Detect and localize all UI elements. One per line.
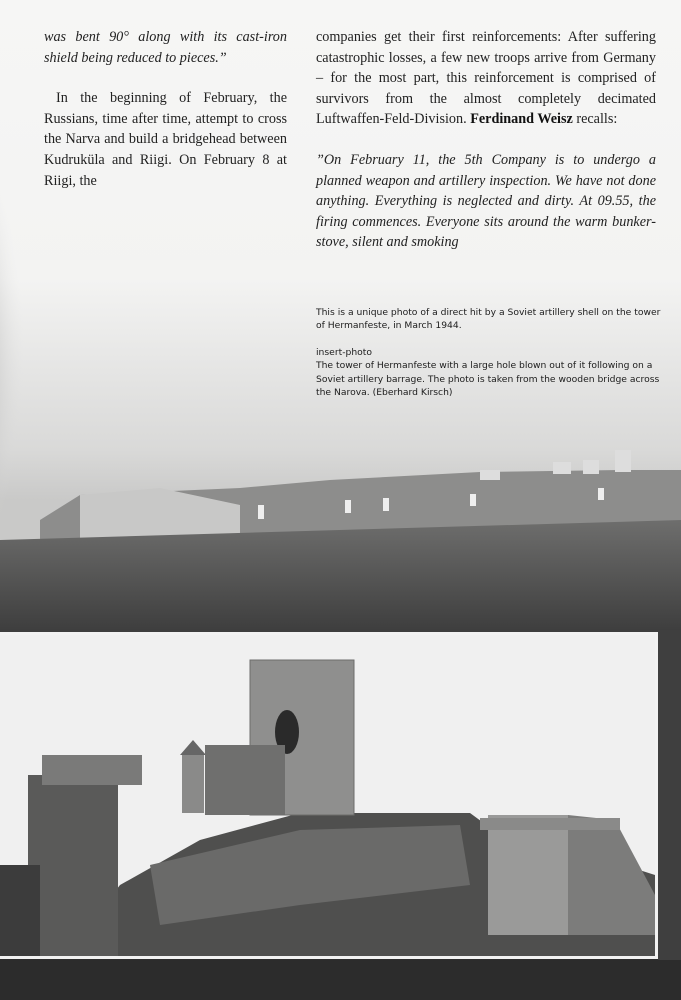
- quote-ending: was bent 90° along with its cast-iron shield being reduced to pieces.”: [44, 29, 287, 66]
- caption-insert-label: insert-photo: [316, 346, 373, 358]
- body-paragraph: In the beginning of February, the Russians, time after time, attempt to cross the Narva and build a bridgehead between Kudruküla and Riigi. On February 8 at Riigi, the: [44, 90, 287, 189]
- left-text-column: [44, 27, 287, 191]
- right-text-column: [316, 27, 656, 253]
- caption-main: This is a unique photo of a direct hit by a Soviet artillery shell on the tower of Hermanfeste, in March 1944.: [316, 307, 661, 332]
- person-name: Ferdinand Weisz: [470, 111, 573, 128]
- quote-paragraph: ”On February 11, the 5th Company is to undergo a planned weapon and artillery inspection. We have not done anything. Everything is neglected and dirty. At 09.55, the firing commences. Everyone sits around the warm bunker-stove, silent and smoking: [316, 151, 656, 251]
- caption-insert: The tower of Hermanfeste with a large hole blown out of it following on a Soviet artillery barrage. The photo is taken from the wooden bridge across the Narova. (Eberhard Kirsch): [316, 360, 660, 399]
- insert-photo-hermanfeste-tower: [0, 632, 658, 959]
- body-paragraph: companies get their first reinforcements: After suffering catastrophic losses, a few new troops arrive from Germany – for the most part, this reinforcement is comprised of survivors from the almost completely decimated Luftwaffen-Feld-Division. Ferdinand Weisz recalls:: [316, 29, 656, 128]
- photo-captions: [316, 306, 661, 399]
